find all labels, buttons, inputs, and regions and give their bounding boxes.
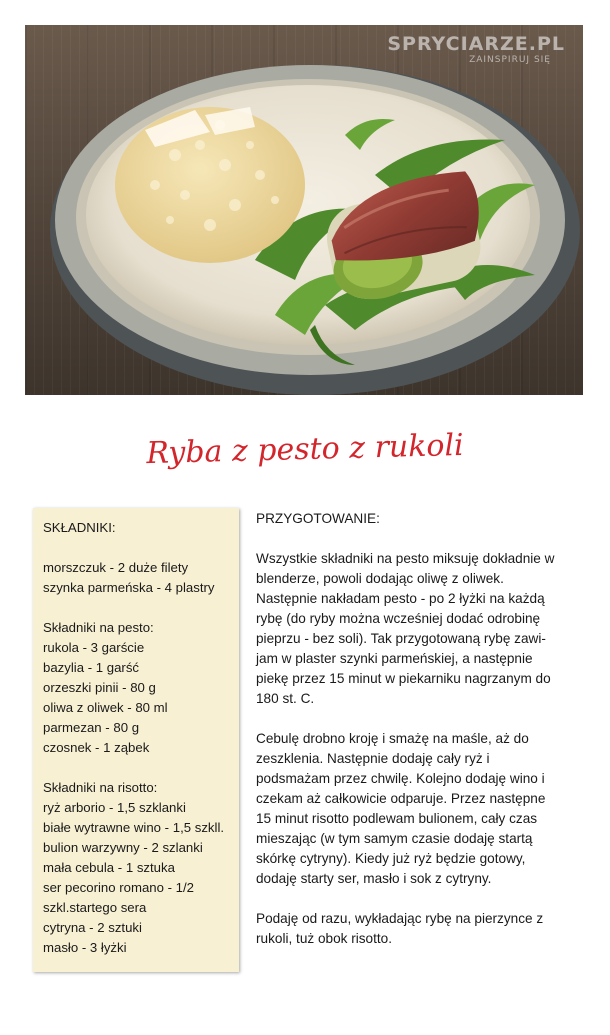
- risotto-item: mała cebula - 1 sztuka: [43, 860, 175, 875]
- ingredient-item: szynka parmeńska - 4 plastry: [43, 580, 215, 595]
- ingredients-box: [33, 508, 239, 972]
- prep-line: czekam aż całkowicie odparuje. Przez następne: [256, 791, 546, 806]
- pesto-item: bazylia - 1 garść: [43, 660, 140, 675]
- risotto-item: ryż arborio - 1,5 szklanki: [43, 800, 186, 815]
- prep-line: Podaję od razu, wykładając rybę na pierzynce z: [256, 911, 544, 926]
- prep-line: Następnie nakładam pesto - po 2 łyżki na każdą: [256, 591, 545, 606]
- recipe-title: Ryba z pesto z rukoli: [145, 427, 465, 472]
- prep-line: 15 minut risotto podlewam bulionem, cały czas: [256, 811, 538, 826]
- pesto-item: oliwa z oliwek - 80 ml: [43, 700, 168, 715]
- dish-photo: [25, 25, 583, 395]
- watermark-tagline: ZAINSPIRUJ SIĘ: [469, 55, 551, 65]
- preparation-paragraph: [256, 729, 580, 889]
- prep-line: zeszklenia. Następnie dodaję cały ryż i: [256, 751, 490, 766]
- prep-line: rukoli, tuż obok risotto.: [256, 931, 392, 946]
- pesto-item: rukola - 3 garście: [43, 640, 145, 655]
- risotto-heading: Składniki na risotto:: [43, 780, 158, 795]
- risotto: [115, 107, 305, 263]
- prep-line: rybę (do ryby można wcześniej dodać odrobinę: [256, 611, 541, 626]
- pesto-item: parmezan - 80 g: [43, 720, 140, 735]
- prep-line: skórkę cytryny). Kiedy już ryż będzie gotowy,: [256, 851, 526, 866]
- pesto-item: czosnek - 1 ząbek: [43, 740, 150, 755]
- prep-line: Cebulę drobno kroję i smażę na maśle, aż do: [256, 731, 529, 746]
- risotto-item: białe wytrawne wino - 1,5 szkll.: [43, 820, 225, 835]
- prep-line: 180 st. C.: [256, 691, 315, 706]
- preparation-paragraph: [256, 909, 580, 949]
- preparation-paragraph: [256, 549, 580, 709]
- dish-illustration: [25, 25, 583, 395]
- prep-line: jam w plaster szynki parmeńskiej, a następnie: [256, 651, 533, 666]
- pesto-item: orzeszki pinii - 80 g: [43, 680, 156, 695]
- prep-line: Wszystkie składniki na pesto miksuję dokładnie w: [256, 551, 555, 566]
- prep-line: pieprzu - bez soli). Tak przygotowaną rybę zawi-: [256, 631, 546, 646]
- preparation-section: [256, 509, 580, 969]
- risotto-item: masło - 3 łyżki: [43, 940, 127, 955]
- prep-line: blenderze, powoli dodając oliwę z oliwek.: [256, 571, 504, 586]
- risotto-item: bulion warzywny - 2 szlanki: [43, 840, 203, 855]
- preparation-heading: PRZYGOTOWANIE:: [256, 511, 380, 526]
- prep-line: podsmażam przez chwilę. Kolejno dodaję wino i: [256, 771, 545, 786]
- risotto-item: ser pecorino romano - 1/2: [43, 880, 194, 895]
- pesto-heading: Składniki na pesto:: [43, 620, 154, 635]
- watermark-brand: SPRYCIARZE.PL: [387, 33, 565, 55]
- ingredient-item: morszczuk - 2 duże filety: [43, 560, 189, 575]
- watermark: [387, 35, 565, 65]
- prep-line: dodaję starty ser, masło i sok z cytryny.: [256, 871, 492, 886]
- risotto-item: szkl.startego sera: [43, 900, 147, 915]
- ingredients-heading: SKŁADNIKI:: [43, 520, 116, 535]
- prep-line: mieszając (w tym samym czasie dodaję startą: [256, 831, 533, 846]
- prep-line: piekę przez 15 minut w piekarniku nagrzanym do: [256, 671, 551, 686]
- risotto-item: cytryna - 2 sztuki: [43, 920, 142, 935]
